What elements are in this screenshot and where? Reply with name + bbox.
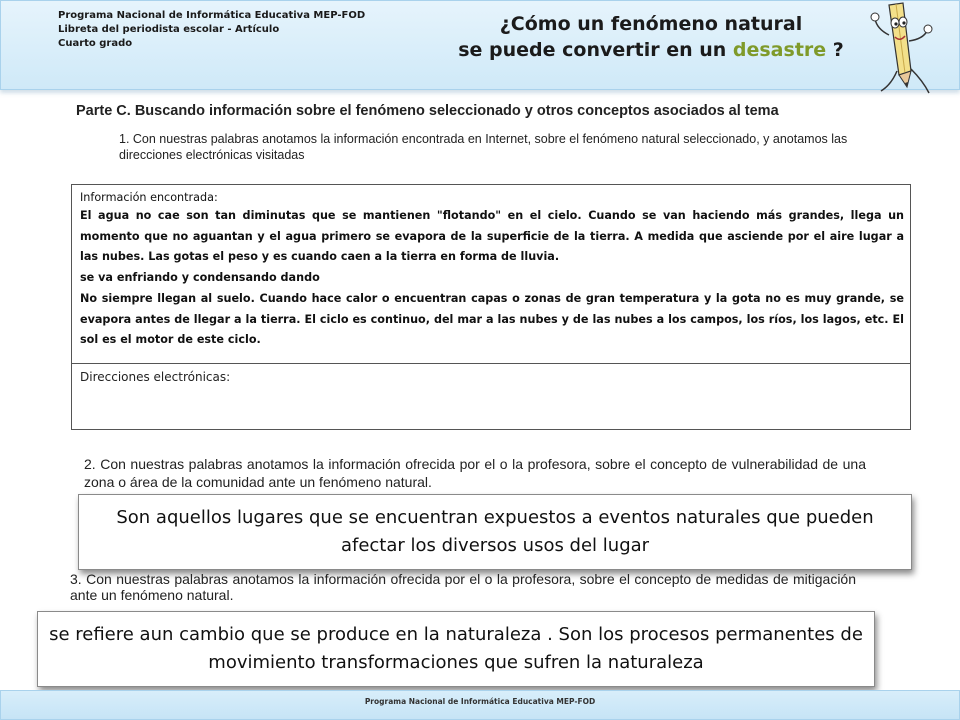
org-line-1: Programa Nacional de Informática Educativa MEP-FOD	[58, 10, 366, 21]
org-line-2: Libreta del periodista escolar - Artículo	[58, 24, 280, 35]
info-line-2: se va enfriando y condensando dando	[80, 271, 320, 285]
info-table	[71, 184, 911, 430]
mitigation-answer-box[interactable]	[37, 611, 875, 687]
header-band	[0, 0, 960, 90]
info-paragraph-3: No siempre llegan al suelo. Cuando hace calor o encuentran capas o zonas de gran temperatura y la gota no es muy grande, se evapora antes de llegar a la tierra. El ciclo es continuo, del mar a las nubes y de las nubes a los campos, los ríos, los lagos, etc. El sol es el motor de este ciclo.	[80, 291, 904, 347]
title-line-2	[431, 37, 871, 63]
title-line-1: ¿Cómo un fenómeno natural	[499, 13, 803, 35]
instruction-1: 1. Con nuestras palabras anotamos la información encontrada en Internet, sobre el fenómeno natural seleccionado, y anotamos las direcciones electrónicas visitadas	[119, 132, 848, 162]
title-line-2-pre: se puede convertir en un	[458, 39, 733, 61]
title-accent-word: desastre	[732, 39, 827, 61]
info-found-cell[interactable]	[72, 185, 910, 364]
org-line-3: Cuarto grado	[58, 38, 133, 49]
instruction-2: 2. Con nuestras palabras anotamos la información ofrecida por el o la profesora, sobre el concepto de vulnerabilidad de una zona o área de la comunidad ante un fenómeno natural.	[84, 456, 866, 490]
info-found-label: Información encontrada:	[80, 191, 218, 204]
info-paragraph-1: El agua no cae son tan diminutas que se mantienen "flotando" en el cielo. Cuando se van haciendo más grandes, llega un momento que no aguantan y el agua primero se evapora de la superficie de la tierra. A medida que asciende por el aire lugar a las nubes. Las gotas el peso y es cuando caen a la tierra en forma de lluvia.	[80, 209, 904, 264]
title-line-2-post: ?	[826, 39, 844, 61]
vulnerability-answer-box[interactable]	[78, 494, 912, 570]
footer-band	[0, 690, 960, 720]
program-info	[58, 9, 365, 51]
vulnerability-answer-text: Son aquellos lugares que se encuentran expuestos a eventos naturales que pueden afectar los diversos usos del lugar	[116, 507, 874, 556]
mitigation-answer-text: se refiere aun cambio que se produce en la naturaleza . Son los procesos permanentes de movimiento transformaciones que sufren la naturaleza	[49, 624, 863, 673]
footer-text: Programa Nacional de Informática Educativa MEP-FOD	[364, 697, 596, 706]
pencil-character-icon	[867, 1, 937, 97]
page-title	[431, 11, 871, 63]
section-heading: Parte C. Buscando información sobre el fenómeno seleccionado y otros conceptos asociados al tema	[76, 103, 779, 119]
addresses-cell[interactable]	[72, 364, 910, 390]
addresses-label: Direcciones electrónicas:	[80, 370, 231, 384]
instruction-3: 3. Con nuestras palabras anotamos la información ofrecida por el o la profesora, sobre el concepto de medidas de mitigación ante un fenómeno natural.	[70, 571, 856, 603]
